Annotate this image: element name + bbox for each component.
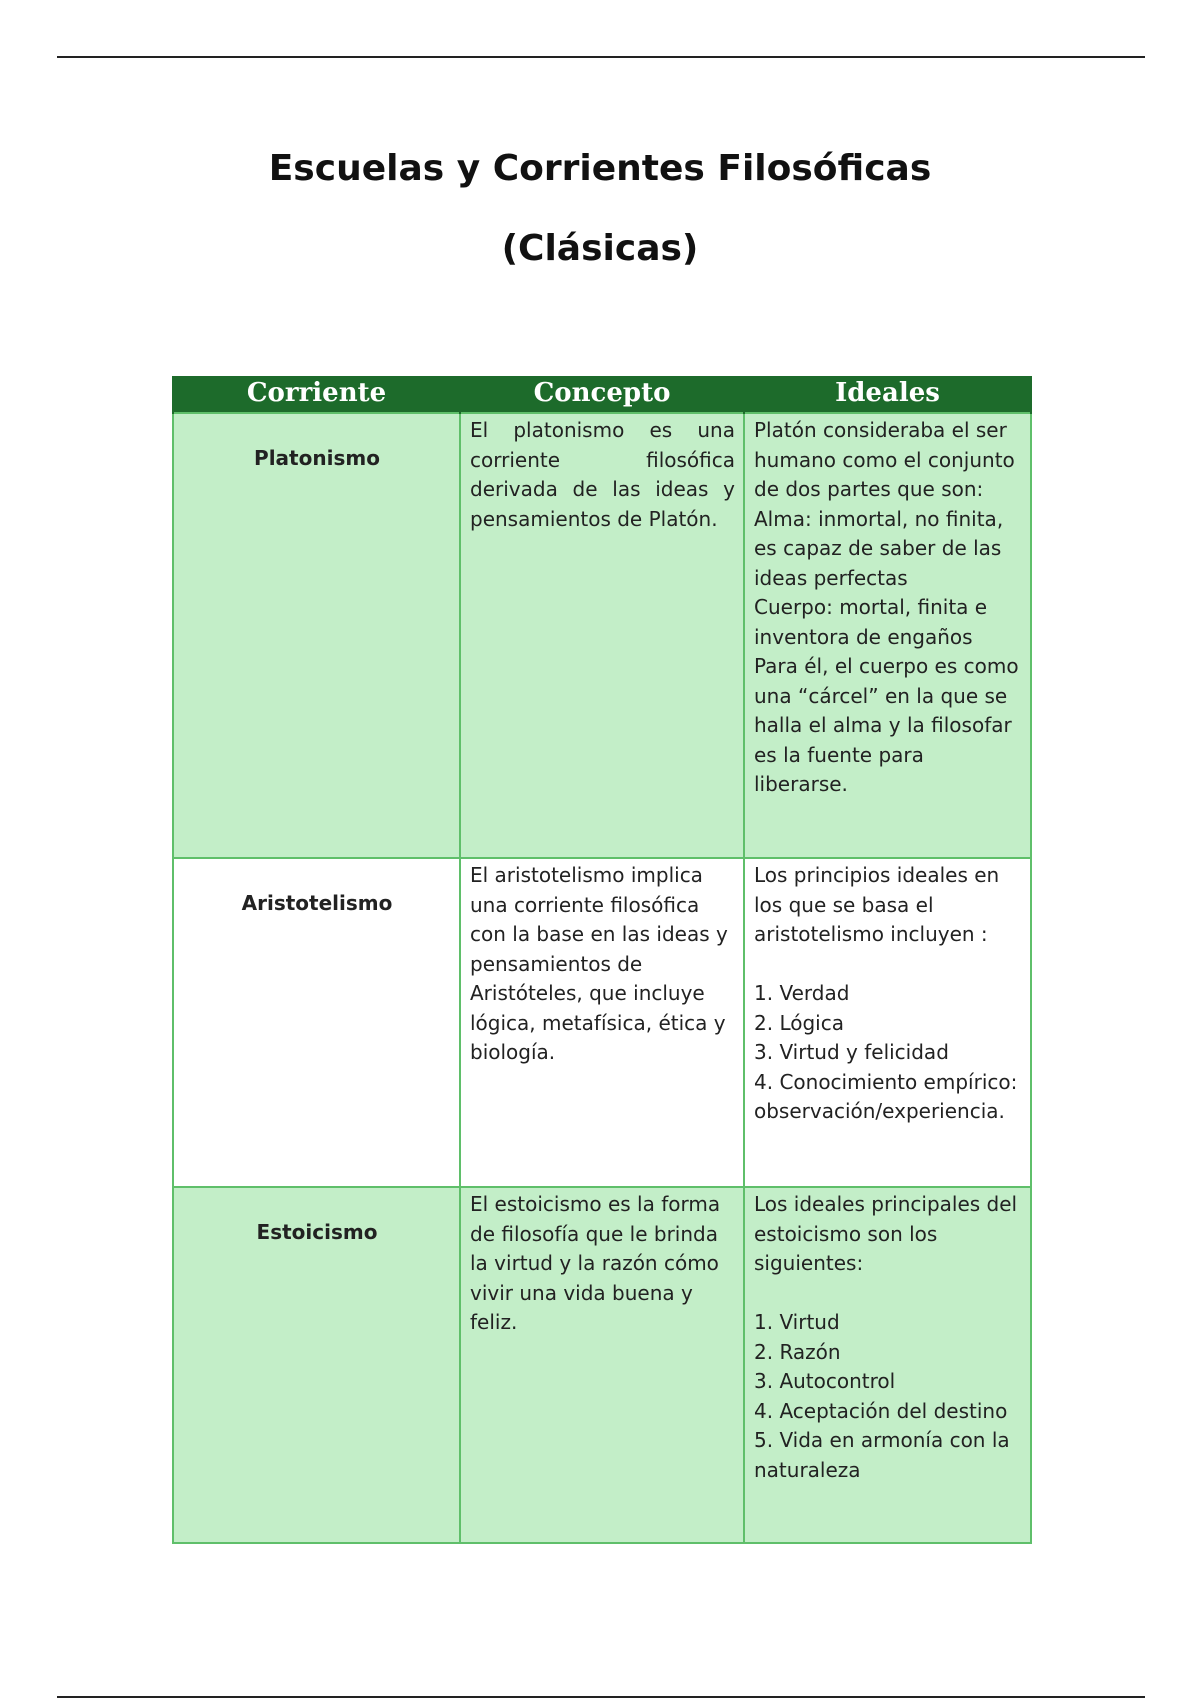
corriente-name: Platonismo xyxy=(254,446,380,470)
ideal-item: 5. Vida en armonía con la naturaleza xyxy=(754,1428,1010,1482)
corriente-cell xyxy=(173,858,460,1187)
concepto-cell xyxy=(460,1187,744,1543)
corriente-name: Aristotelismo xyxy=(241,891,393,915)
ideales-cell xyxy=(744,413,1031,858)
ideal-item: Cuerpo: mortal, finita e inventora de engaños xyxy=(754,595,988,649)
ideal-item: Los principios ideales en los que se basa el aristotelismo incluyen : xyxy=(754,863,1000,946)
concepto-cell xyxy=(460,413,744,858)
corriente-name: Estoicismo xyxy=(256,1220,378,1244)
ideal-item: 4. Aceptación del destino xyxy=(754,1398,1008,1423)
bottom-rule xyxy=(57,1696,1145,1698)
ideal-item: Para él, el cuerpo es como una “cárcel” en la que se halla el alma y la filosofar es la fuente para liberarse. xyxy=(754,654,1019,796)
ideal-item: Los ideales principales del estoicismo son los siguientes: xyxy=(754,1192,1018,1275)
page-subtitle: (Clásicas) xyxy=(501,228,699,269)
concepto-cell xyxy=(460,858,744,1187)
schools-table xyxy=(172,376,1032,1544)
ideal-item: Platón consideraba el ser humano como el conjunto de dos partes que son: xyxy=(754,418,1015,501)
table-row xyxy=(173,1187,1031,1543)
table-header-row xyxy=(173,376,1031,413)
table-row xyxy=(173,858,1031,1187)
ideal-item xyxy=(754,1279,1022,1309)
concepto-text: El platonismo es una corriente filosófica derivada de las ideas y pensamientos de Platón. xyxy=(470,418,735,531)
top-rule xyxy=(57,56,1145,58)
ideal-item: 4. Conocimiento empírico: observación/experiencia. xyxy=(754,1069,1018,1123)
ideales-cell xyxy=(744,1187,1031,1543)
ideal-item: Alma: inmortal, no finita, es capaz de saber de las ideas perfectas xyxy=(754,506,1004,590)
table-row xyxy=(173,413,1031,858)
ideales-cell xyxy=(744,858,1031,1187)
ideal-item: 3. Virtud y felicidad xyxy=(754,1040,949,1064)
ideal-item: 1. Verdad xyxy=(754,981,850,1005)
ideal-item: 1. Virtud xyxy=(754,1310,840,1334)
header-ideales: Ideales xyxy=(744,376,1031,413)
ideal-item: 2. Razón xyxy=(754,1339,841,1364)
concepto-text: El aristotelismo implica una corriente filosófica con la base en las ideas y pensamientos de Aristóteles, que incluye lógica, metafísica, ética y biología. xyxy=(470,863,728,1064)
concepto-text: El estoicismo es la forma de filosofía que le brinda la virtud y la razón cómo vivir una vida buena y feliz. xyxy=(470,1192,721,1334)
ideal-item: 3. Autocontrol xyxy=(754,1369,896,1393)
corriente-cell xyxy=(173,1187,460,1543)
header-concepto: Concepto xyxy=(460,376,744,413)
ideal-item xyxy=(754,950,1022,980)
ideal-item: 2. Lógica xyxy=(754,1010,844,1035)
page-title: Escuelas y Corrientes Filosóficas xyxy=(268,148,932,189)
header-corriente: Corriente xyxy=(173,376,460,413)
corriente-cell xyxy=(173,413,460,858)
